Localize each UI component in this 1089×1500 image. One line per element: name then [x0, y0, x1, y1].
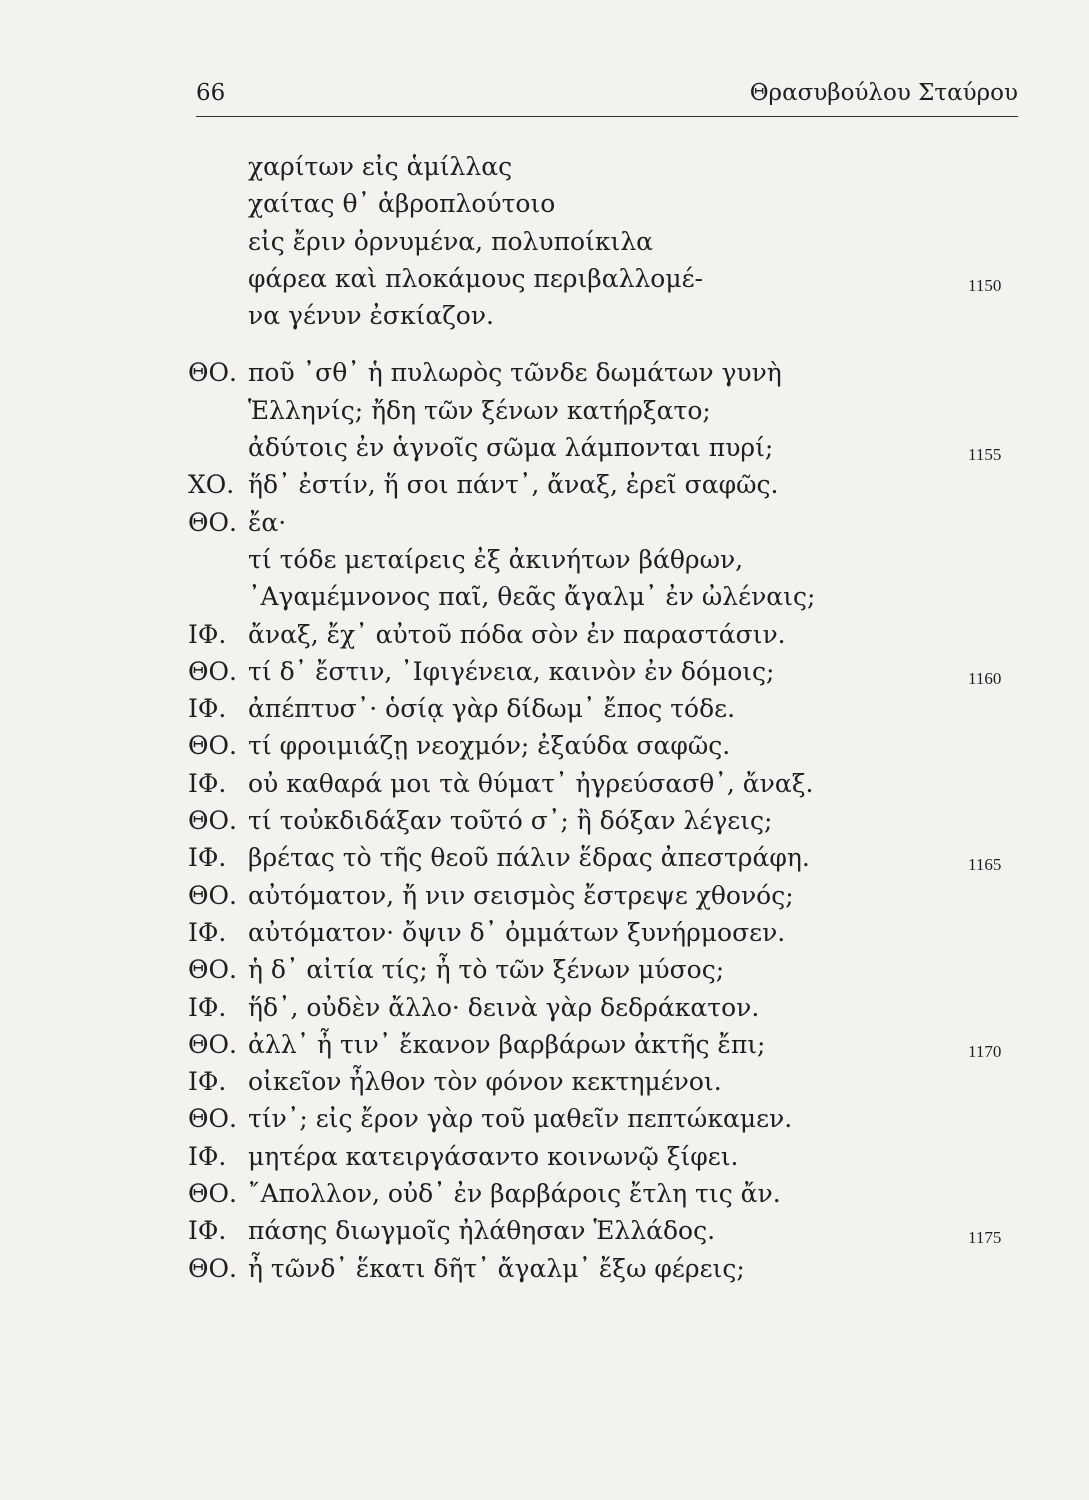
verse-text-line: μητέρα κατειργάσαντο κοινωνῷ ξίφει.: [248, 1141, 739, 1171]
verse-line: [188, 223, 1018, 260]
verse-text-line: τί τόδε μεταίρεις ἐξ ἀκινήτων βάθρων,: [248, 544, 744, 574]
verse-text-line: τί φροιμιάζῃ νεοχμόν; ἐξαύδα σαφῶς.: [248, 731, 731, 761]
verse-line: [188, 429, 1018, 466]
verse-text-line: ἥδ᾽, οὐδὲν ἄλλο· δεινὰ γὰρ δεδράκατον.: [248, 992, 760, 1022]
verse-line: [188, 653, 1018, 690]
speaker-label: ΘΟ.: [188, 358, 237, 388]
verse-line: [188, 297, 1018, 334]
verse-line: [188, 1250, 1018, 1287]
speaker-label: ΙΦ.: [188, 694, 227, 724]
speaker-label: ΧΟ.: [188, 470, 235, 500]
verse-line: [188, 1026, 1018, 1063]
verse-line: [188, 802, 1018, 839]
verse-text-line: ῎Απολλον, οὐδ᾽ ἐν βαρβάροις ἔτλη τις ἄν.: [248, 1179, 781, 1209]
verse-line: [188, 727, 1018, 764]
verse-line: [188, 466, 1018, 503]
page-header: [196, 80, 1018, 114]
line-number: 1150: [968, 275, 1002, 295]
speaker-label: ΘΟ.: [188, 731, 237, 761]
verse-text-line: εἰς ἔριν ὀρνυμένα, πολυποίκιλα: [248, 226, 654, 256]
speaker-label: ΘΟ.: [188, 1029, 237, 1059]
verse-line: [188, 690, 1018, 727]
verse-line: [188, 185, 1018, 222]
verse-text-line: τίν᾽; εἰς ἔρον γὰρ τοῦ μαθεῖν πεπτώκαμεν.: [248, 1104, 793, 1134]
verse-text-line: ἡ δ᾽ αἰτία τίς; ἦ τὸ τῶν ξένων μύσος;: [248, 955, 725, 985]
line-number: 1170: [968, 1041, 1002, 1061]
speaker-label: ΙΦ.: [188, 1067, 227, 1097]
verse-line: [188, 1212, 1018, 1249]
page-number: 66: [196, 80, 226, 106]
speaker-label: ΙΦ.: [188, 843, 227, 873]
verse-line: [188, 578, 1018, 615]
verse-text-line: ᾽Αγαμέμνονος παῖ, θεᾶς ἄγαλμ᾽ ἐν ὠλέναις;: [248, 582, 816, 612]
verse-text-line: αὐτόματον· ὄψιν δ᾽ ὀμμάτων ξυνήρμοσεν.: [248, 917, 786, 947]
verse-text-line: ἥδ᾽ ἐστίν, ἥ σοι πάντ᾽, ἄναξ, ἐρεῖ σαφῶς.: [248, 470, 779, 500]
verse-text-line: να γένυν ἐσκίαζον.: [248, 301, 494, 331]
speaker-label: ΘΟ.: [188, 955, 237, 985]
verse-text-line: οἰκεῖον ἦλθον τὸν φόνον κεκτημένοι.: [248, 1067, 722, 1097]
line-number: 1165: [968, 855, 1002, 875]
verse-line: [188, 148, 1018, 185]
speaker-label: ΘΟ.: [188, 1179, 237, 1209]
speaker-label: ΙΦ.: [188, 619, 227, 649]
verse-text-line: ἦ τῶνδ᾽ ἕκατι δῆτ᾽ ἄγαλμ᾽ ἔξω φέρεις;: [248, 1253, 745, 1283]
verse-line: [188, 877, 1018, 914]
verse-text: [188, 148, 1018, 1287]
verse-line: [188, 1138, 1018, 1175]
verse-text-line: ἀλλ᾽ ἦ τιν᾽ ἔκανον βαρβάρων ἀκτῆς ἔπι;: [248, 1029, 766, 1059]
verse-text-line: φάρεα καὶ πλοκάμους περιβαλλομέ-: [248, 263, 704, 293]
verse-line: [188, 1063, 1018, 1100]
verse-text-line: ἀδύτοις ἐν ἁγνοῖς σῶμα λάμπονται πυρί;: [248, 433, 774, 463]
speaker-label: ΙΦ.: [188, 917, 227, 947]
verse-text-line: τί δ᾽ ἔστιν, ᾽Ιφιγένεια, καινὸν ἐν δόμοις;: [248, 656, 775, 686]
verse-text-line: πάσης διωγμοῖς ἠλάθησαν Ἑλλάδος.: [248, 1216, 716, 1246]
verse-line: [188, 1175, 1018, 1212]
line-number: 1160: [968, 668, 1002, 688]
verse-line: [188, 951, 1018, 988]
header-rule: [196, 116, 1018, 117]
speaker-label: ΙΦ.: [188, 1141, 227, 1171]
verse-text-line: ἄναξ, ἔχ᾽ αὐτοῦ πόδα σὸν ἐν παραστάσιν.: [248, 619, 786, 649]
speaker-label: ΙΦ.: [188, 768, 227, 798]
verse-line: [188, 392, 1018, 429]
verse-text-line: ἀπέπτυσ᾽· ὁσίᾳ γὰρ δίδωμ᾽ ἔπος τόδε.: [248, 694, 736, 724]
line-number: 1175: [968, 1228, 1002, 1248]
verse-line: [188, 260, 1018, 297]
verse-text-line: οὐ καθαρά μοι τὰ θύματ᾽ ἠγρεύσασθ᾽, ἄναξ.: [248, 768, 814, 798]
speaker-label: ΙΦ.: [188, 1216, 227, 1246]
speaker-label: ΘΟ.: [188, 1253, 237, 1283]
stanza-gap: [188, 334, 1018, 354]
verse-line: [188, 989, 1018, 1026]
verse-text-line: ποῦ ᾽σθ᾽ ἡ πυλωρὸς τῶνδε δωμάτων γυνὴ: [248, 358, 782, 388]
verse-line: [188, 504, 1018, 541]
verse-text-line: βρέτας τὸ τῆς θεοῦ πάλιν ἕδρας ἀπεστράφη.: [248, 843, 810, 873]
verse-line: [188, 765, 1018, 802]
verse-line: [188, 616, 1018, 653]
verse-text-line: τί τοὐκδιδάξαν τοῦτό σ᾽; ἢ δόξαν λέγεις;: [248, 806, 773, 836]
speaker-label: ΘΟ.: [188, 656, 237, 686]
verse-text-line: Ἑλληνίς; ἤδη τῶν ξένων κατήρξατο;: [248, 395, 711, 425]
verse-text-line: ἔα·: [248, 507, 287, 537]
verse-line: [188, 839, 1018, 876]
speaker-label: ΘΟ.: [188, 806, 237, 836]
speaker-label: ΘΟ.: [188, 880, 237, 910]
verse-text-line: χαίτας θ᾽ ἁβροπλούτοιο: [248, 189, 556, 219]
speaker-label: ΘΟ.: [188, 507, 237, 537]
verse-text-line: αὐτόματον, ἤ νιν σεισμὸς ἔστρεψε χθονός;: [248, 880, 794, 910]
verse-line: [188, 541, 1018, 578]
verse-line: [188, 354, 1018, 391]
verse-text-line: χαρίτων εἰς ἁμίλλας: [248, 152, 513, 181]
verse-line: [188, 914, 1018, 951]
line-number: 1155: [968, 445, 1002, 465]
running-title: Θρασυβούλου Σταύρου: [749, 80, 1018, 106]
speaker-label: ΘΟ.: [188, 1104, 237, 1134]
verse-line: [188, 1100, 1018, 1137]
speaker-label: ΙΦ.: [188, 992, 227, 1022]
